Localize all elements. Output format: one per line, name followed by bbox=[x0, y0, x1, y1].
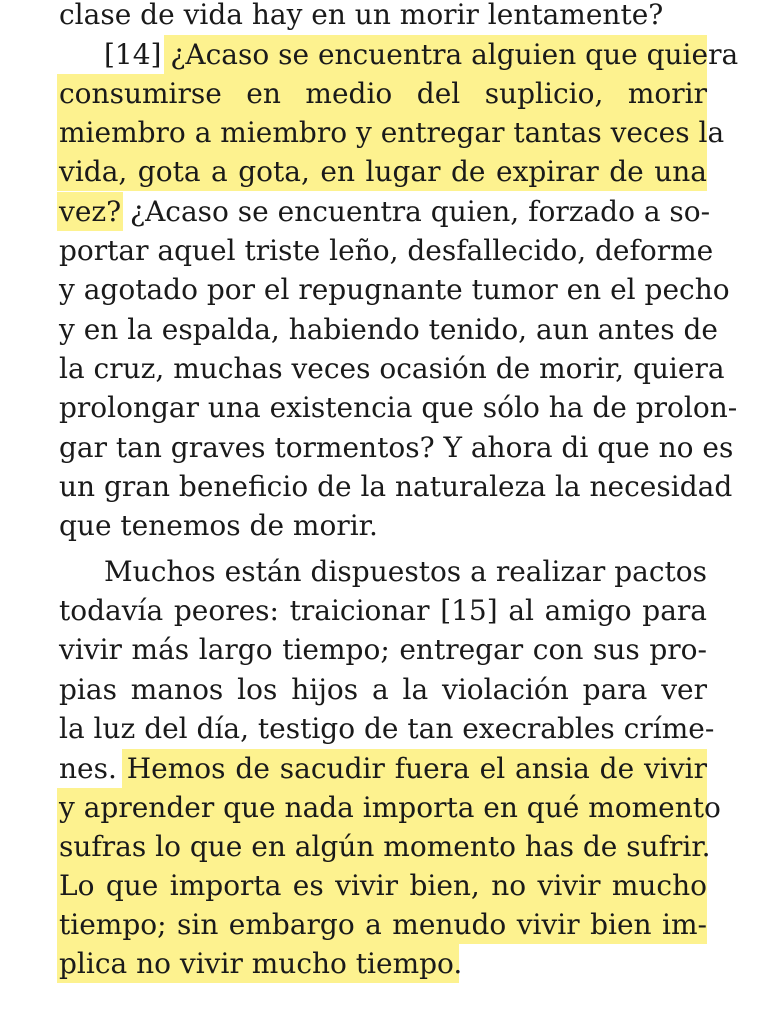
text-line: y agotado por el repugnante tumor en el pecho bbox=[59, 273, 730, 306]
text-line: un gran beneficio de la naturaleza la necesidad bbox=[59, 470, 733, 503]
text-line: clase de vida hay en un morir lentamente? bbox=[59, 0, 664, 31]
text-line: que tenemos de morir. bbox=[59, 509, 378, 542]
text-line: prolongar una existencia que sólo ha de prolon- bbox=[59, 391, 738, 424]
text-line: vez? ¿Acaso se encuentra quien, forzado a so- bbox=[59, 195, 711, 228]
text-line: plica no vivir mucho tiempo. bbox=[59, 947, 463, 980]
text-line: vida, gota a gota, en lugar de expirar de una bbox=[59, 155, 707, 188]
text-line: tiempo; sin embargo a menudo vivir bien im- bbox=[59, 908, 707, 941]
text-line: Lo que importa es vivir bien, no vivir mucho bbox=[59, 869, 707, 902]
text-line: pias manos los hijos a la violación para ver bbox=[59, 673, 707, 706]
text-line: todavía peores: traicionar [15] al amigo para bbox=[59, 594, 707, 627]
text-line: sufras lo que en algún momento has de sufrir. bbox=[59, 830, 711, 863]
text-line: Muchos están dispuestos a realizar pactos bbox=[104, 555, 707, 588]
text-line: vivir más largo tiempo; entregar con sus pro- bbox=[59, 633, 707, 666]
text-line: la luz del día, testigo de tan execrables críme- bbox=[59, 712, 715, 745]
text-line: la cruz, muchas veces ocasión de morir, quiera bbox=[59, 352, 725, 385]
text-line: nes. Hemos de sacudir fuera el ansia de vivir bbox=[59, 752, 707, 785]
text-line: y en la espalda, habiendo tenido, aun antes de bbox=[59, 313, 718, 346]
text-line: [14] ¿Acaso se encuentra alguien que quiera bbox=[104, 38, 739, 71]
text-line: portar aquel triste leño, desfallecido, deforme bbox=[59, 234, 714, 267]
text-line: gar tan graves tormentos? Y ahora di que no es bbox=[59, 431, 734, 464]
text-line: consumirse en medio del suplicio, morir bbox=[59, 77, 707, 110]
text-line: y aprender que nada importa en qué momento bbox=[59, 791, 721, 824]
text-line: miembro a miembro y entregar tantas veces la bbox=[59, 116, 725, 149]
